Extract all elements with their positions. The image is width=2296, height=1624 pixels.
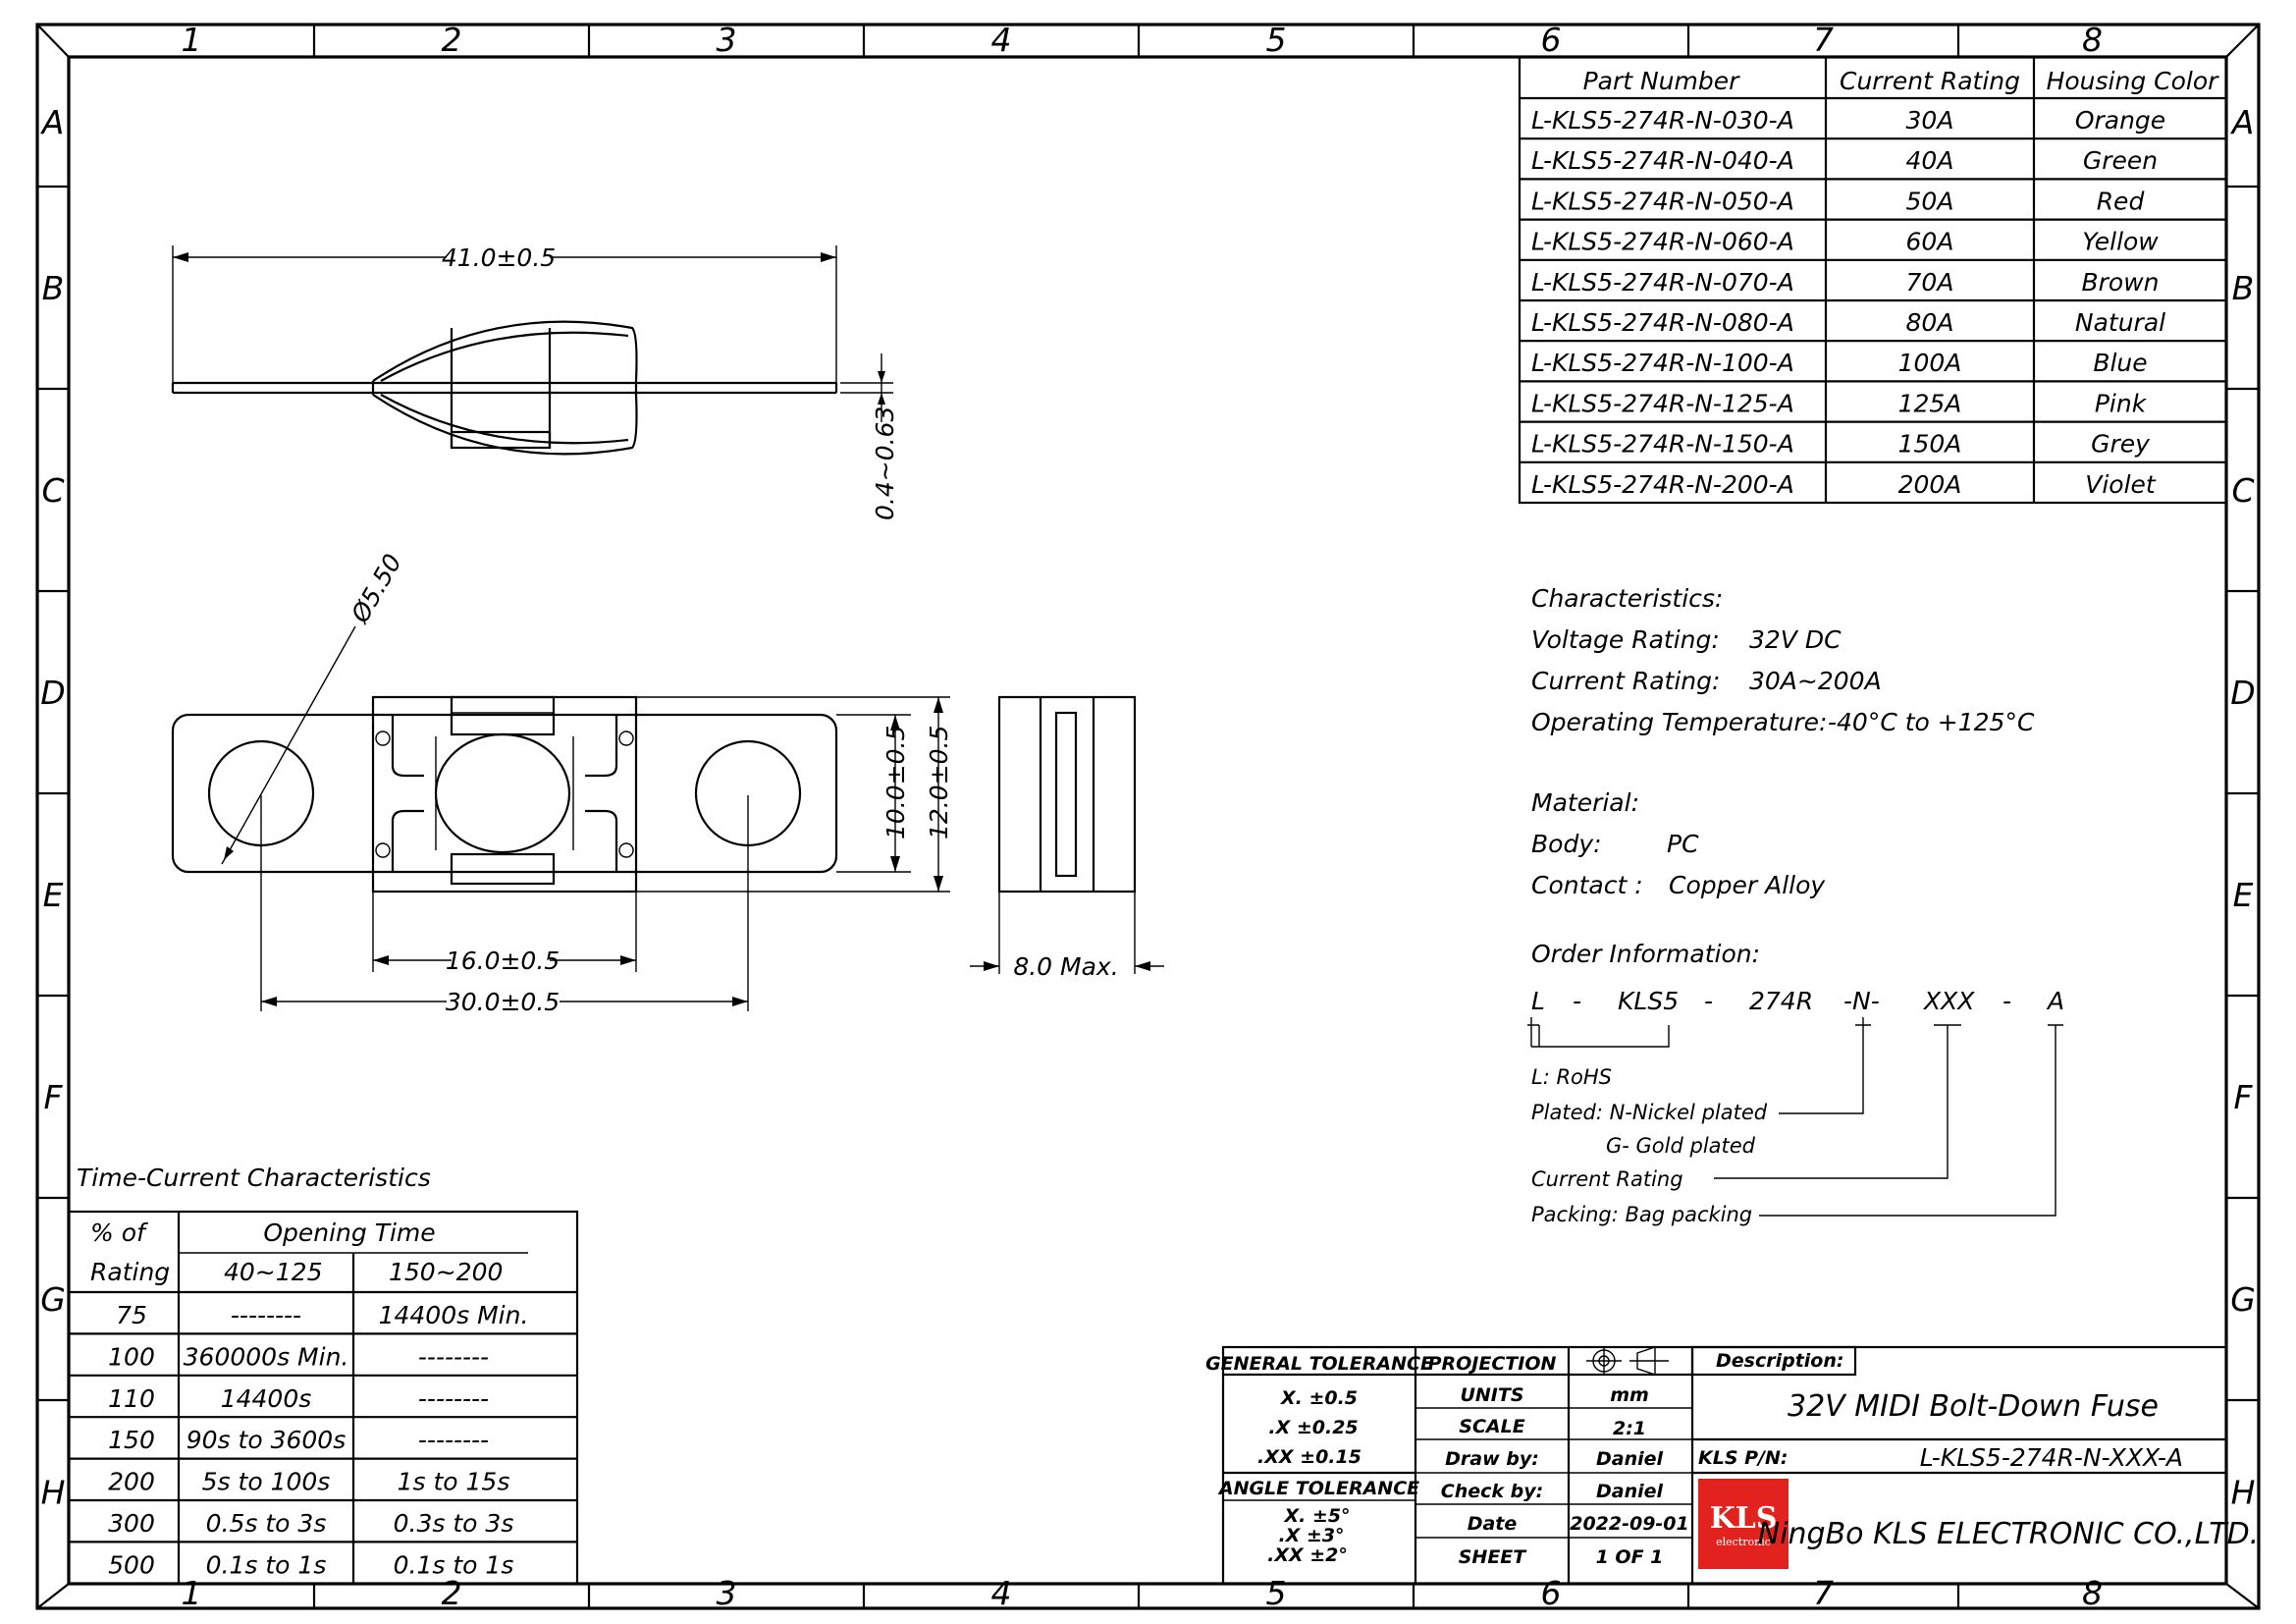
current-label: Current Rating: [1531,667,1721,695]
tb-company: NingBo KLS ELECTRONIC CO.,LTD. [1757,1517,2260,1551]
tc-cell-range1: 5s to 100s [201,1467,331,1496]
code-dash-3: - [2002,987,2012,1015]
tb-sheet-label: SHEET [1458,1546,1526,1568]
code-dash-1: - [1573,987,1582,1015]
tc-sub-header-2: 150~200 [389,1258,504,1286]
tb-angle-2: .X ±3° [1278,1525,1345,1546]
material-heading: Material: [1531,788,1639,817]
tc-cell-rating: 100 [108,1342,155,1372]
body-label: Body: [1531,830,1602,858]
part-table-cell-color: Brown [2081,267,2160,297]
side-view [970,697,1164,981]
grid-row-label-left: E [42,876,64,914]
part-table-cell-current: 60A [1905,227,1954,256]
tb-draw-label: Draw by: [1445,1448,1539,1470]
tc-cell-range2: 1s to 15s [397,1467,510,1496]
part-table-cell-current: 80A [1905,308,1954,337]
part-table-cell-pn: L-KLS5-274R-N-125-A [1531,389,1794,418]
grid-row-label-right: G [2230,1280,2256,1319]
code-part-n: -N- [1843,987,1880,1015]
tb-general-tolerance: GENERAL TOLERANCE [1205,1353,1433,1375]
time-current-table [69,1164,577,1584]
note-packing: Packing: Bag packing [1531,1203,1753,1226]
tc-cell-range1: 0.5s to 3s [205,1509,327,1538]
part-table-cell-pn: L-KLS5-274R-N-050-A [1531,187,1794,216]
tc-cell-range2: 0.1s to 1s [393,1550,514,1580]
tb-units-label: UNITS [1460,1384,1524,1406]
part-table-cell-pn: L-KLS5-274R-N-060-A [1531,227,1794,256]
grid-row-label-left: A [41,103,65,141]
part-table-cell-color: Pink [2094,389,2147,418]
code-part-xxx: XXX [1924,987,1975,1015]
title-block [1205,1347,2259,1584]
dim-side-width: 8.0 Max. [1013,952,1119,981]
grid-col-label-bottom: 7 [1813,1574,1834,1612]
grid-row-label-left: B [41,269,65,307]
grid-col-label-bottom: 4 [990,1574,1012,1612]
code-part-l: L [1531,987,1545,1015]
time-current-title: Time-Current Characteristics [77,1164,431,1192]
projection-symbol-icon [1586,1347,1669,1375]
grid-row-label-left: G [40,1280,66,1319]
note-plated: Plated: N-Nickel plated [1531,1101,1768,1124]
part-table-cell-pn: L-KLS5-274R-N-200-A [1531,469,1794,499]
frame [37,25,2259,1608]
tb-draw-value: Daniel [1595,1448,1664,1470]
tc-cell-range1: -------- [230,1301,302,1329]
tc-cell-range1: 360000s Min. [183,1342,349,1372]
grid-col-label-bottom: 8 [2082,1574,2103,1612]
voltage-value: 32V DC [1749,625,1842,654]
part-table-cell-color: Violet [2085,469,2156,499]
note-gold: G- Gold plated [1606,1134,1756,1158]
tc-cell-rating: 150 [108,1426,155,1455]
tb-check-label: Check by: [1440,1481,1544,1502]
code-dash-2: - [1704,987,1714,1015]
tc-cell-rating: 75 [116,1301,147,1329]
grid-col-label-bottom: 5 [1265,1574,1287,1612]
tc-cell-range1: 90s to 3600s [186,1426,347,1455]
tc-cell-rating: 300 [108,1509,155,1538]
grid-row-label-right: F [2233,1078,2253,1116]
tc-cell-range1: 14400s [220,1383,312,1413]
part-table-cell-current: 125A [1897,389,1962,418]
part-table-cell-current: 150A [1897,429,1962,459]
logo-text: KLS [1709,1501,1778,1536]
grid-col-label-top: 3 [716,21,737,59]
part-table-header-pn: Part Number [1582,67,1739,95]
grid-row-label-left: D [40,674,66,712]
grid-col-label-bottom: 3 [716,1574,737,1612]
part-table-cell-current: 40A [1905,146,1954,176]
tb-tol-1: X. ±0.5 [1280,1387,1359,1409]
dim-overall-length: 41.0±0.5 [441,244,557,272]
tc-cell-range2: -------- [417,1383,490,1413]
tb-units-value: mm [1610,1384,1649,1406]
part-table-cell-color: Grey [2091,429,2150,459]
characteristics-heading: Characteristics: [1531,584,1724,613]
order-information [1527,940,2064,1226]
grid-col-label-bottom: 6 [1540,1574,1562,1612]
part-table-cell-current: 70A [1905,267,1954,297]
top-view [173,244,899,520]
part-table-cell-pn: L-KLS5-274R-N-030-A [1531,106,1794,135]
dim-thickness: 0.4~0.63 [871,406,899,520]
dim-body-width: 16.0±0.5 [445,947,561,975]
tb-pn-label: KLS P/N: [1698,1447,1789,1469]
tb-date-label: Date [1467,1513,1518,1535]
tb-sheet-value: 1 OF 1 [1595,1546,1664,1568]
tc-cell-range2: 14400s Min. [378,1301,529,1329]
part-table-cell-color: Green [2082,146,2159,176]
tc-cell-rating: 500 [108,1550,155,1580]
tc-cell-rating: 200 [108,1467,155,1496]
grid-col-label-top: 5 [1265,21,1287,59]
part-table-cell-color: Orange [2074,106,2166,135]
tc-cell-range2: 0.3s to 3s [393,1509,514,1538]
contact-label: Contact : [1531,871,1643,899]
grid-col-label-top: 6 [1540,21,1562,59]
tb-projection: PROJECTION [1427,1353,1557,1375]
grid-col-label-top: 2 [441,21,462,59]
note-current: Current Rating [1531,1167,1683,1191]
part-table-cell-pn: L-KLS5-274R-N-070-A [1531,267,1794,297]
part-table-cell-pn: L-KLS5-274R-N-080-A [1531,308,1794,337]
code-part-a: A [2048,987,2065,1015]
tb-scale-label: SCALE [1459,1416,1525,1437]
part-table-cell-current: 50A [1905,187,1954,216]
contact-value: Copper Alloy [1669,871,1826,899]
logo-subtext: electronic [1716,1536,1771,1548]
grid-row-label-right: H [2230,1473,2256,1512]
temperature-value: -40°C to +125°C [1828,708,2035,736]
grid-col-label-top: 8 [2082,21,2103,59]
grid-col-label-bottom: 2 [441,1574,462,1612]
part-table-header-current: Current Rating [1840,67,2020,95]
tc-cell-range2: -------- [417,1426,490,1455]
dim-hole-pitch: 30.0±0.5 [445,988,561,1016]
tb-tol-3: .XX ±0.15 [1257,1446,1362,1468]
grid-row-label-left: C [41,471,65,510]
grid-col-label-top: 4 [990,21,1012,59]
tb-pn-value: L-KLS5-274R-N-XXX-A [1919,1443,2183,1472]
grid-row-label-right: C [2231,471,2255,510]
part-table-cell-color: Red [2096,187,2145,216]
part-table-cell-pn: L-KLS5-274R-N-100-A [1531,349,1794,378]
dim-inner-height: 10.0±0.5 [881,725,910,839]
part-table-cell-color: Yellow [2082,227,2159,256]
grid-row-label-right: D [2230,674,2256,712]
part-number-table [1520,57,2226,503]
voltage-label: Voltage Rating: [1531,625,1720,654]
part-table-cell-current: 100A [1897,349,1962,378]
grid-row-label-left: H [40,1473,66,1512]
tc-sub-header-1: 40~125 [224,1258,323,1286]
part-table-header-color: Housing Color [2046,67,2218,95]
part-table-cell-pn: L-KLS5-274R-N-150-A [1531,429,1794,459]
part-table-cell-current: 30A [1905,106,1954,135]
grid-row-label-right: A [2231,103,2255,141]
grid-col-label-bottom: 1 [181,1574,202,1612]
note-rohs: L: RoHS [1531,1065,1613,1089]
tc-cell-range2: -------- [417,1342,490,1372]
tc-header-col1-b: Rating [90,1258,171,1286]
tb-scale-value: 2:1 [1612,1418,1647,1439]
tb-date-value: 2022-09-01 [1570,1513,1689,1535]
current-value: 30A~200A [1749,667,1882,695]
tb-check-value: Daniel [1595,1481,1664,1502]
order-heading: Order Information: [1531,940,1761,968]
tb-tol-2: .X ±0.25 [1268,1417,1359,1438]
tb-description-label: Description: [1716,1350,1844,1372]
code-part-kls5: KLS5 [1618,987,1680,1015]
tb-angle-tolerance: ANGLE TOLERANCE [1218,1478,1420,1499]
tc-header-col1-a: % of [90,1218,145,1247]
part-table-cell-current: 200A [1897,469,1962,499]
tc-cell-range1: 0.1s to 1s [205,1550,327,1580]
body-value: PC [1667,830,1699,858]
temperature-label: Operating Temperature: [1531,708,1828,736]
grid-row-label-right: E [2232,876,2254,914]
grid-row-label-right: B [2231,269,2255,307]
dim-outer-height: 12.0±0.5 [925,725,953,839]
tc-header-opening: Opening Time [263,1218,436,1247]
part-table-cell-pn: L-KLS5-274R-N-040-A [1531,146,1794,176]
tb-angle-1: X. ±5° [1284,1505,1351,1527]
grid-col-label-top: 1 [181,21,202,59]
dim-hole-diameter: Ø5.50 [346,549,407,627]
tb-description-value: 32V MIDI Bolt-Down Fuse [1788,1389,2159,1424]
tb-angle-3: .XX ±2° [1267,1544,1348,1566]
tc-cell-rating: 110 [108,1383,155,1413]
grid-col-label-top: 7 [1813,21,1834,59]
grid-row-label-left: F [43,1078,63,1116]
part-table-cell-color: Blue [2093,349,2148,378]
characteristics-block [1531,584,2035,899]
front-view [173,549,953,1016]
code-part-274r: 274R [1749,987,1814,1015]
part-table-cell-color: Natural [2074,308,2166,337]
